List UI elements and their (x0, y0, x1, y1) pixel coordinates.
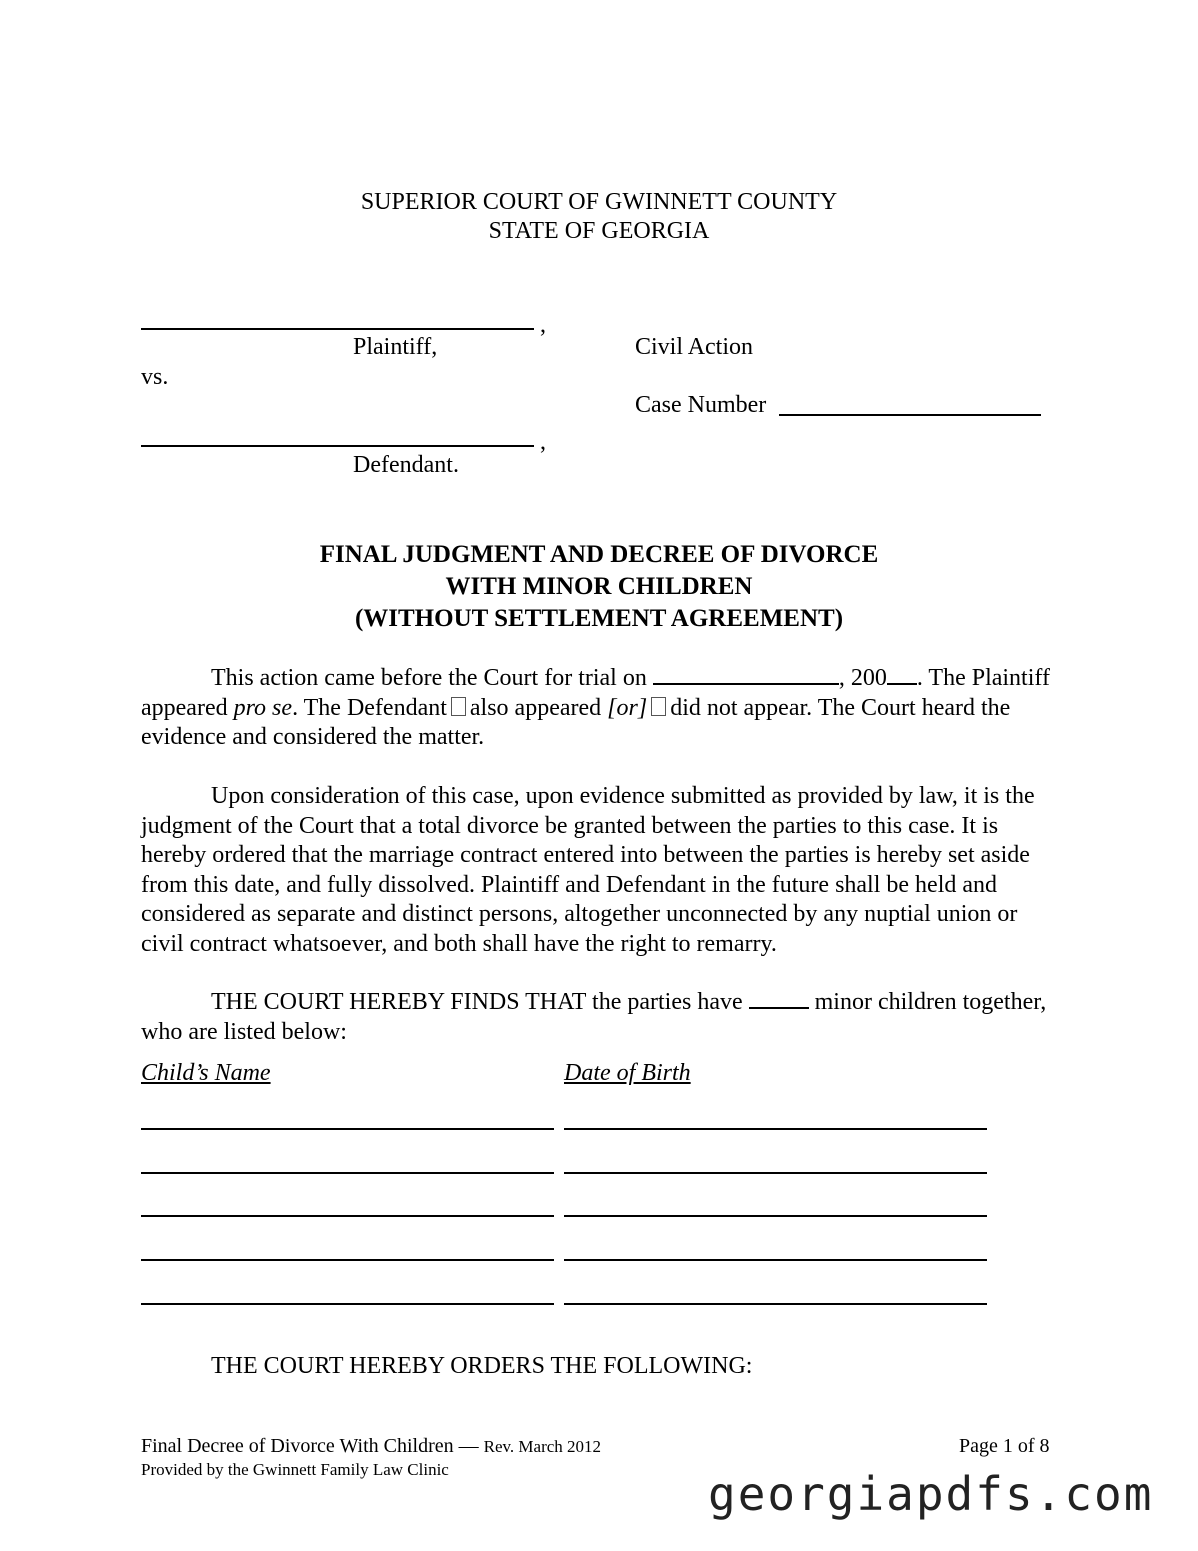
child-name-line[interactable] (141, 1128, 554, 1130)
versus-label: vs. (141, 364, 169, 390)
footer-provided-by: Provided by the Gwinnett Family Law Clinic (141, 1460, 449, 1479)
footer-revision: Rev. March 2012 (483, 1437, 602, 1456)
case-number-label: Case Number (635, 392, 767, 418)
child-name-line[interactable] (141, 1215, 554, 1217)
number-of-children-line[interactable] (749, 987, 809, 1009)
plaintiff-label: Plaintiff, (353, 334, 438, 360)
document-title-line1: FINAL JUDGMENT AND DECREE OF DIVORCE (319, 541, 879, 568)
child-name-line[interactable] (141, 1172, 554, 1174)
pro-se-text: pro se (233, 694, 293, 721)
judgment-text: Upon consideration of this case, upon evidence submitted as provided by law, it is the judgment of the Court that a total divorce be granted between the parties to this case. It is hereby ordered that the marriage contract entered into between the parties is hereby set aside from this date, and fully dissolved. Plaintiff and Defendant in the future shall be held and considered as separate and distinct persons, altogether unconnected by any nuptial union or civil contract whatsoever, and both shall have the right to remarry. (141, 783, 1035, 957)
child-dob-line[interactable] (564, 1172, 987, 1174)
childs-name-header: Child’s Name (141, 1060, 271, 1086)
also-appeared-text: also appeared (469, 694, 602, 721)
document-title-line2: WITH MINOR CHILDREN (445, 573, 753, 600)
footer-dash: — (458, 1435, 479, 1457)
judgment-paragraph (141, 782, 1061, 960)
court-name: SUPERIOR COURT OF GWINNETT COUNTY (360, 189, 838, 215)
child-dob-line[interactable] (564, 1259, 987, 1261)
civil-action-label: Civil Action (635, 334, 754, 360)
defendant-name-line[interactable] (141, 445, 534, 447)
plaintiff-comma: , (540, 312, 546, 338)
trial-year-line[interactable] (887, 663, 917, 685)
page-number: Page 1 of 8 (959, 1435, 1050, 1457)
trial-date-line[interactable] (653, 663, 839, 685)
state-name: STATE OF GEORGIA (488, 218, 710, 244)
watermark-text: georgiapdfs.com (708, 1467, 1154, 1521)
defendant-label: Defendant. (353, 452, 459, 478)
did-not-appear-text: did not appear. The Court heard the evidence and considered the matter. (141, 694, 1011, 751)
footer-doc-name: Final Decree of Divorce With Children (141, 1435, 454, 1457)
trial-year-prefix: , 200 (838, 665, 887, 691)
orders-heading: THE COURT HEREBY ORDERS THE FOLLOWING: (211, 1353, 753, 1379)
trial-text-2: . The Plaintiff appeared (141, 665, 1050, 721)
child-name-line[interactable] (141, 1259, 554, 1261)
trial-text-1: This action came before the Court for trial on (211, 665, 647, 691)
also-appeared-checkbox[interactable] (451, 697, 466, 716)
document-title-line3: (WITHOUT SETTLEMENT AGREEMENT) (354, 605, 844, 632)
or-text: [or] (607, 694, 648, 721)
defendant-comma: , (540, 429, 546, 455)
child-name-line[interactable] (141, 1303, 554, 1305)
footer-doc-info (141, 1435, 601, 1458)
findings-paragraph (141, 987, 1061, 1047)
trial-paragraph (141, 663, 1061, 753)
did-not-appear-checkbox[interactable] (651, 697, 666, 716)
child-dob-line[interactable] (564, 1215, 987, 1217)
case-number-line[interactable] (779, 414, 1041, 416)
findings-text-1: THE COURT HEREBY FINDS THAT the parties have (211, 989, 743, 1015)
child-dob-line[interactable] (564, 1128, 987, 1130)
trial-text-3: . The Defendant (292, 694, 447, 721)
plaintiff-name-line[interactable] (141, 328, 534, 330)
findings-text-2: minor children together, who are listed below: (141, 989, 1047, 1045)
child-dob-line[interactable] (564, 1303, 987, 1305)
date-of-birth-header: Date of Birth (564, 1060, 691, 1086)
